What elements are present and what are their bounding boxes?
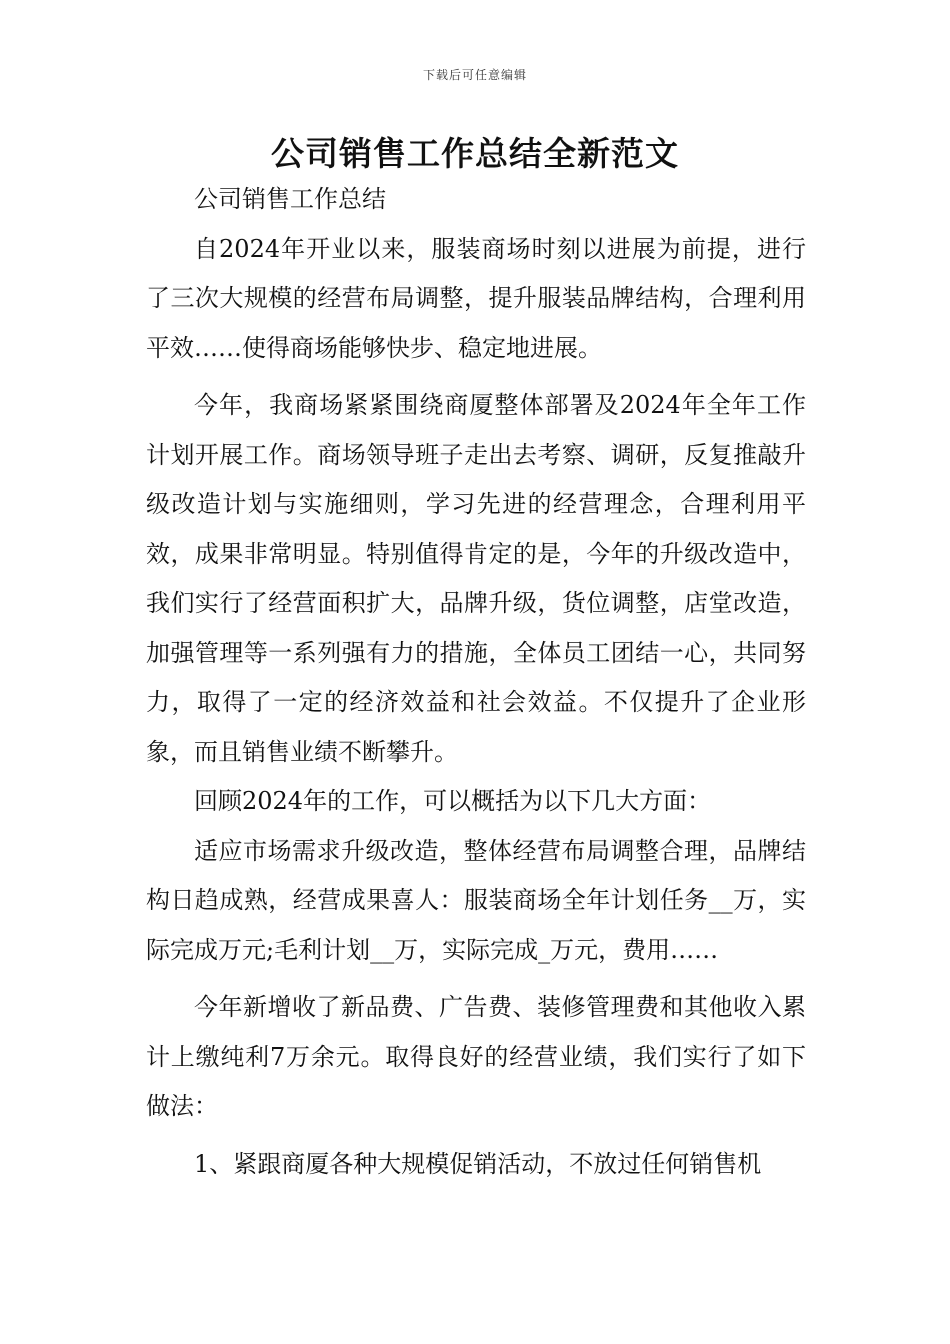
document-title: 公司销售工作总结全新范文	[271, 134, 679, 173]
paragraph-this-year: 今年，我商场紧紧围绕商厦整体部署及2024年全年工作计划开展工作。商场领导班子走出去考察、调研，反复推敲升级改造计划与实施细则，学习先进的经营理念，合理利用平效，成果非常明显。特别值得肯定的是，今年的升级改造中，我们实行了经营面积扩大，品牌升级，货位调整，店堂改造，加强管理等一系列强有力的措施，全体员工团结一心，共同努力，取得了一定的经济效益和社会效益。不仅提升了企业形象，而且销售业绩不断攀升。	[146, 391, 806, 766]
paragraph-review: 回顾2024年的工作，可以概括为以下几大方面：	[194, 787, 712, 815]
paragraph-intro: 自2024年开业以来，服装商场时刻以进展为前提，进行了三次大规模的经营布局调整，提升服装品牌结构，合理利用平效……使得商场能够快步、稳定地进展。	[146, 234, 806, 362]
header-note: 下载后可任意编辑	[422, 68, 527, 82]
paragraph-subtitle: 公司销售工作总结	[194, 185, 386, 213]
paragraph-results: 适应市场需求升级改造，整体经营布局调整合理，品牌结构日趋成熟，经营成果喜人：服装商场全年计划任务__万，实际完成万元;毛利计划__万，实际完成_万元，费用……	[146, 836, 806, 964]
paragraph-new-income: 今年新增收了新品费、广告费、装修管理费和其他收入累计上缴纯利7万余元。取得良好的经营业绩，我们实行了如下做法：	[146, 993, 806, 1120]
document-body	[146, 175, 806, 1189]
paragraph-item-1: 1、紧跟商厦各种大规模促销活动，不放过任何销售机	[194, 1149, 762, 1178]
